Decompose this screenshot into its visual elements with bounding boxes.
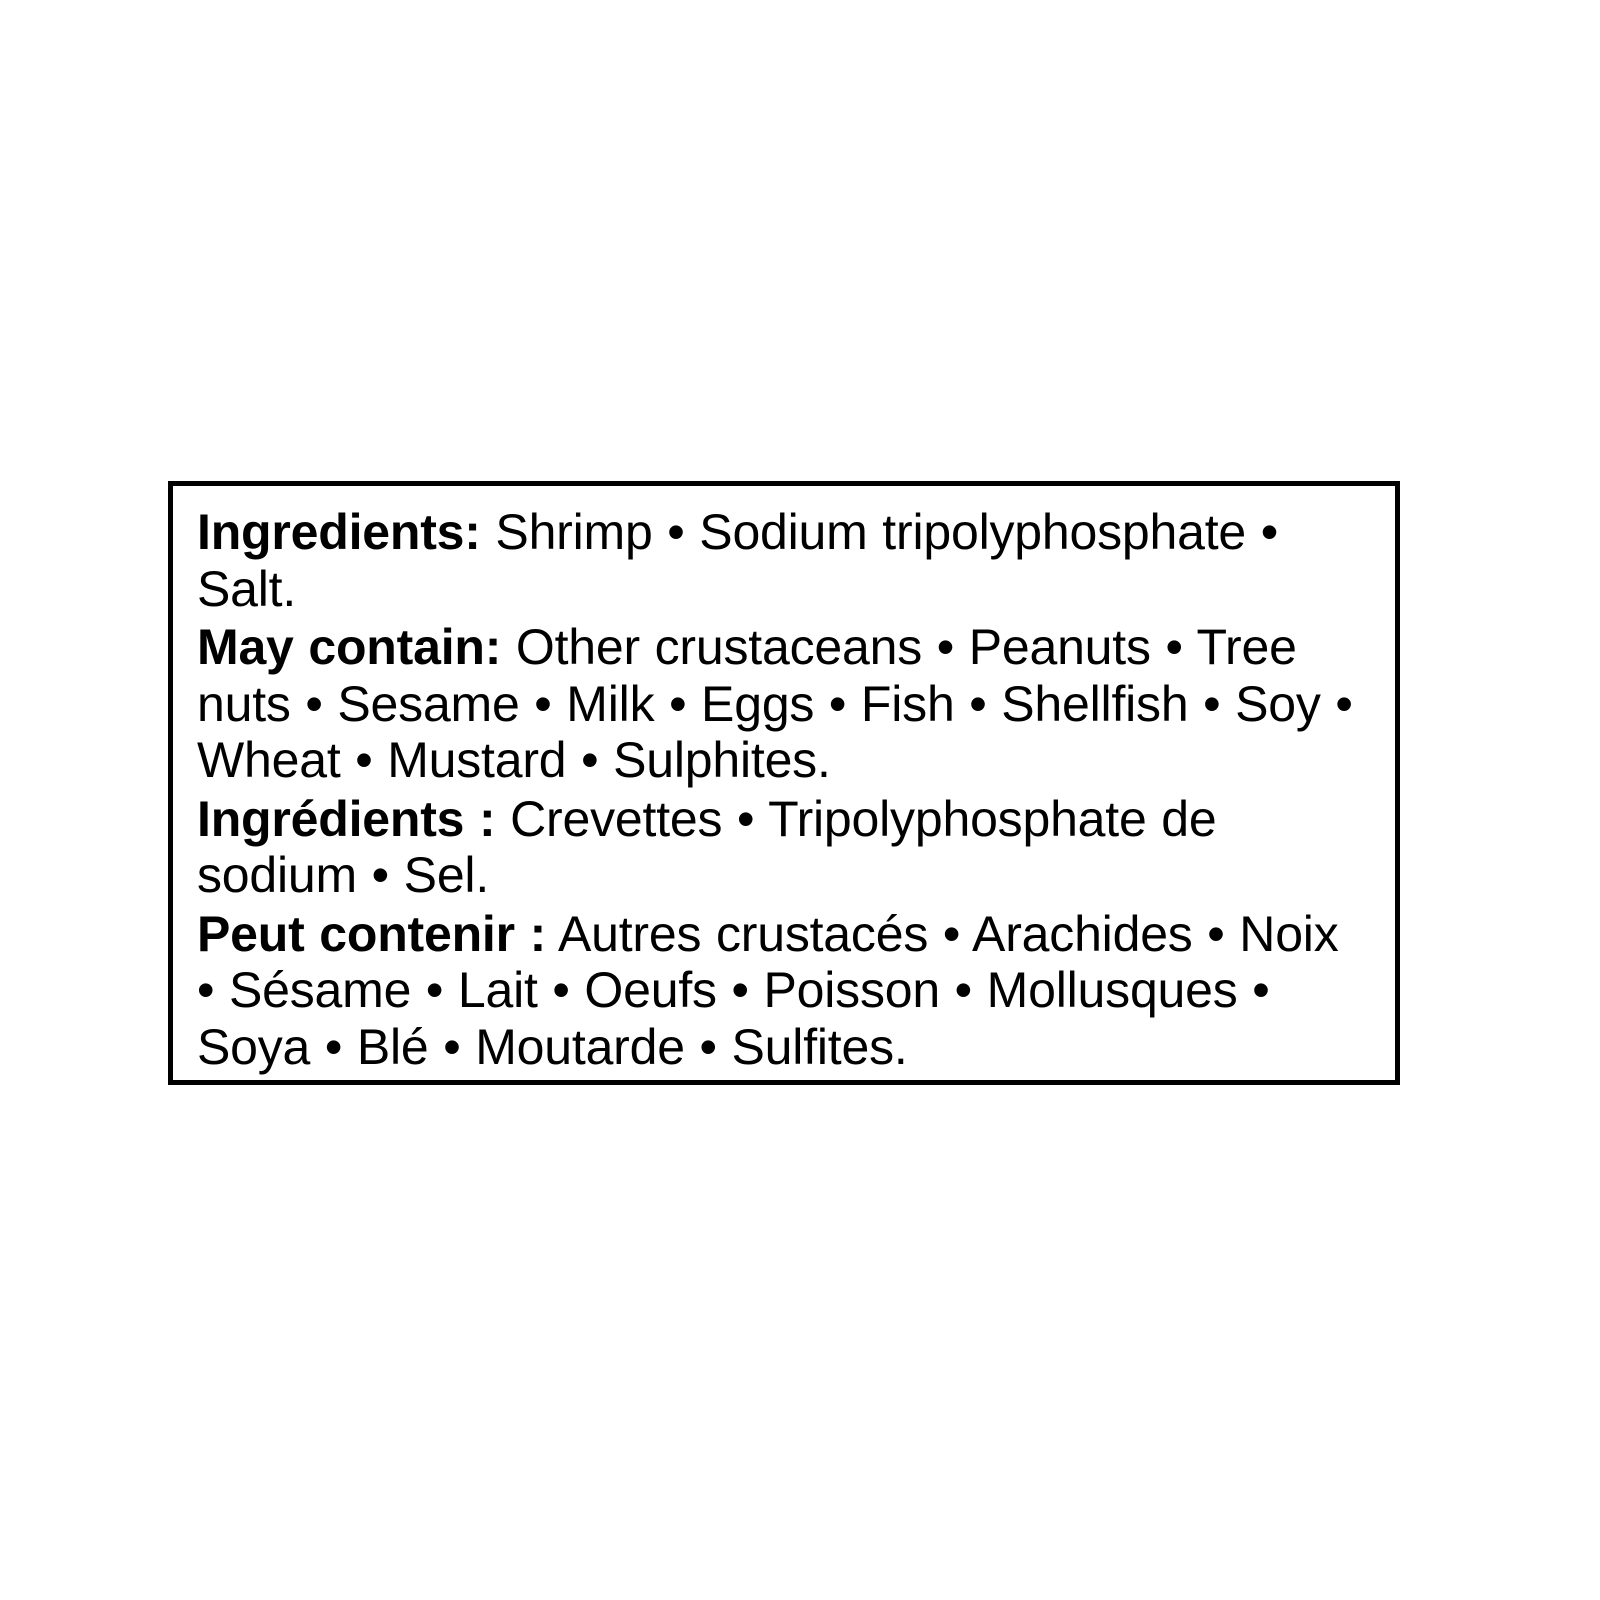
ingredients-fr-block bbox=[197, 791, 1367, 904]
ingredients-en-block bbox=[197, 504, 1367, 617]
may-contain-en-heading: May contain: bbox=[197, 619, 502, 675]
may-contain-fr-body: Autres crustacés • Arachides • Noix • Sésame • Lait • Oeufs • Poisson • Mollusques • Soya • Blé • Moutarde • Sulfites. bbox=[197, 905, 1339, 1075]
may-contain-en-block bbox=[197, 619, 1367, 789]
ingredients-allergen-label bbox=[168, 481, 1400, 1085]
may-contain-en-body: Other crustaceans • Peanuts • Tree nuts • Sesame • Milk • Eggs • Fish • Shellfish • Soy • Wheat • Mustard • Sulphites. bbox=[197, 619, 1353, 788]
may-contain-fr-block bbox=[197, 906, 1367, 1076]
ingredients-fr-heading: Ingrédients : bbox=[197, 790, 496, 847]
ingredients-fr-body: Crevettes • Tripolyphosphate de sodium • Sel. bbox=[197, 790, 1217, 903]
ingredients-en-heading: Ingredients: bbox=[197, 504, 481, 560]
label-content bbox=[173, 486, 1395, 1085]
may-contain-fr-heading: Peut contenir : bbox=[197, 905, 547, 962]
ingredients-en-body: Shrimp • Sodium tripolyphosphate • Salt. bbox=[197, 504, 1279, 617]
